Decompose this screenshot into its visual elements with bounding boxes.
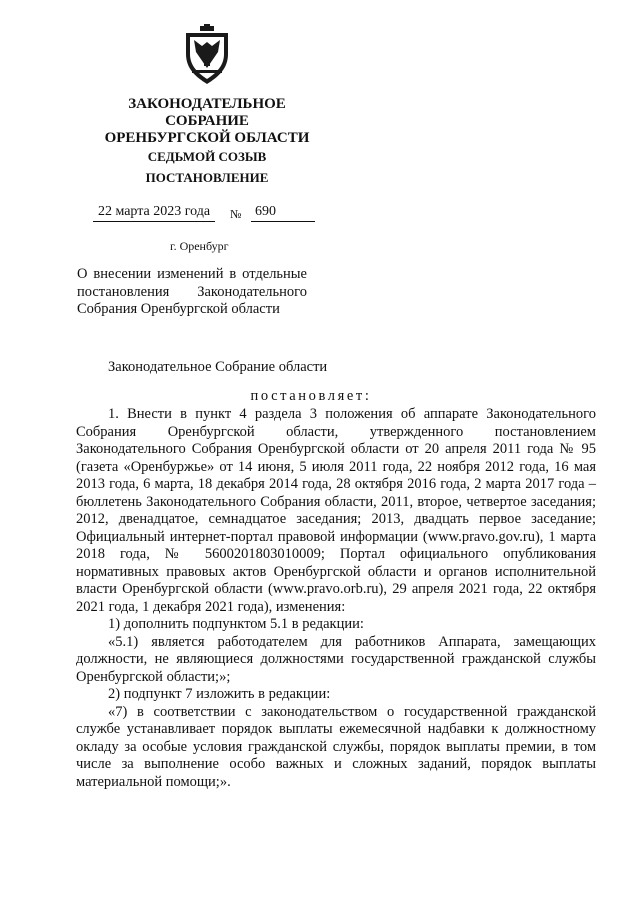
paragraph: 1) дополнить подпунктом 5.1 в редакции: bbox=[108, 616, 364, 632]
document-date: 22 марта 2023 года bbox=[93, 203, 215, 222]
paragraph: 1. Внести в пункт 4 раздела 3 положения об аппарате Законодательного Собрания Оренбургской области, утвержденного постановлением Законодательного Собрания Оренбургской области от 20 апреля 2011 года № 95 (газета «Оренбуржье» от 14 июня, 5 июля 2011 года, 22 ноября 2012 года, 16 мая 2013 года, 6 марта, 18 декабря 2014 года, 28 октября 2016 года, 2 марта 2017 года – бюллетень Законодательного Собрания области, 2011, второе, четвертое заседания; 2012, двенадцатое, семнадцатое заседания; 2013, двадцать первое заседание; Официальный интернет-портал правовой информации (www.pravo.gov.ru), 1 марта 2018 года, № 5600201803010009; Портал официального опубликования нормативных правовых актов Оренбургской области и органов исполнительной власти Оренбургской области (www.pravo.orb.ru), 29 апреля 2021 года, 22 октября 2021 года, 1 декабря 2021 года), изменения: bbox=[76, 406, 596, 615]
coat-of-arms-icon bbox=[180, 24, 234, 88]
org-name-line: СОБРАНИЕ bbox=[165, 113, 249, 129]
org-name-line: ОРЕНБУРГСКОЙ ОБЛАСТИ bbox=[104, 130, 310, 146]
org-name bbox=[93, 96, 321, 147]
org-name-line: ЗАКОНОДАТЕЛЬНОЕ bbox=[128, 96, 286, 112]
city: г. Оренбург bbox=[170, 239, 229, 253]
document-body bbox=[76, 406, 596, 791]
convocation: СЕДЬМОЙ СОЗЫВ bbox=[147, 149, 267, 164]
document-type: ПОСТАНОВЛЕНИЕ bbox=[145, 170, 269, 185]
paragraph: «7) в соответствии с законодательством о государственной гражданской службе устанавливает порядок выплаты ежемесячной надбавки к должностному окладу за особые условия гражданской службы, порядок выплаты премии, в том числе за выполнение особо важных и сложных заданий, порядок выплаты материальной помощи;». bbox=[76, 703, 596, 790]
paragraph: 2) подпункт 7 изложить в редакции: bbox=[108, 686, 331, 702]
paragraph: «5.1) является работодателем для работников Аппарата, замещающих должности, не являющиеся должностями государственной гражданской службы Оренбургской области;»; bbox=[76, 633, 596, 685]
document-number: 690 bbox=[251, 203, 315, 222]
decrees-line: постановляет: bbox=[250, 388, 372, 404]
intro-line: Законодательное Собрание области bbox=[108, 359, 328, 375]
number-label: № bbox=[230, 207, 242, 221]
date-number-line bbox=[93, 203, 315, 223]
document-subject: О внесении изменений в отдельные постановления Законодательного Собрания Оренбургской области bbox=[77, 266, 307, 317]
